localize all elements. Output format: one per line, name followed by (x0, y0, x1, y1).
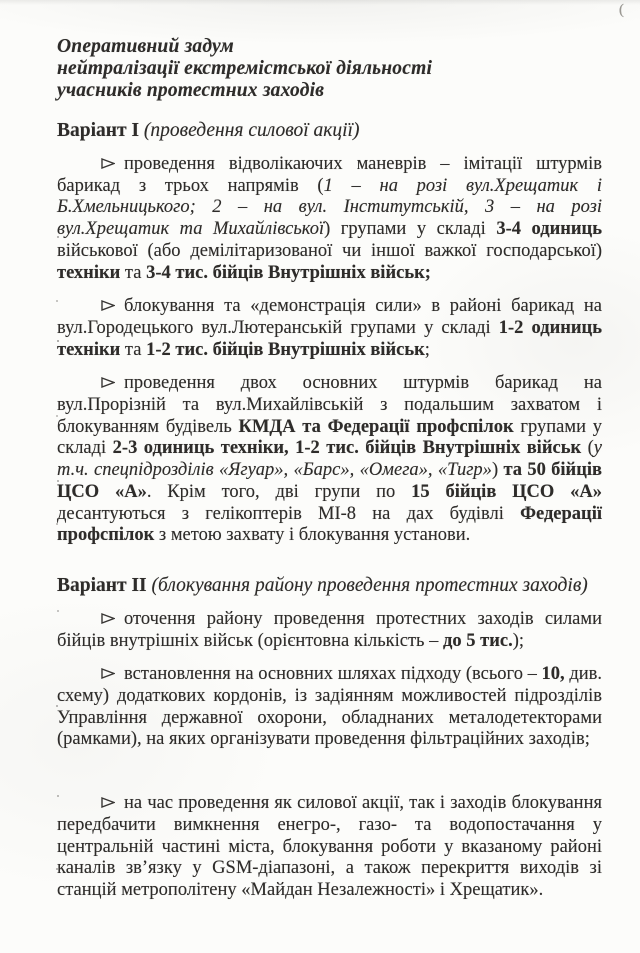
scan-noise-specks (55, 0, 57, 2)
text-segment: ) (491, 460, 504, 481)
section-heading-variant-1 (57, 119, 602, 142)
bullet-arrow-icon (101, 797, 115, 808)
section-variant-2-paragraphs (57, 609, 602, 902)
title-line-3: учасників протестних заходів (57, 80, 325, 101)
bullet-arrow-icon (101, 377, 115, 388)
text-segment: з метою захвату і блокування установи. (154, 525, 471, 546)
paragraph (57, 154, 602, 284)
heading-variant-1-label: Варіант I (57, 120, 140, 141)
heading-variant-1-subtitle: (проведення силової акції) (139, 120, 360, 141)
title-line-2: нейтралізації екстремістської діяльності (57, 58, 433, 79)
text-segment: 10, (541, 664, 565, 685)
text-segment: Федерації профспілок (57, 503, 602, 546)
text-segment: у т.ч. спецпідрозділів «Ягуар», «Барс», «Омега», «Тигр» (57, 438, 602, 481)
heading-variant-2-subtitle: (блокування району проведення протестних заходів) (146, 574, 588, 596)
text-segment: ) групами у складі (324, 219, 497, 240)
text-segment: військової (або демілітаризованої чи іншої важкої господарської) (57, 240, 602, 261)
paragraph (57, 793, 602, 902)
bullet-arrow-icon (101, 668, 115, 679)
text-segment: 1 – на розі вул.Хрещатик і Б.Хмельницького; 2 – на вул. Інститутській, 3 – на розі вул.Хрещатик та Михайлівської (57, 175, 602, 240)
text-segment: техніки (57, 262, 121, 283)
bullet-arrow-icon (101, 300, 115, 311)
paragraph (57, 664, 602, 751)
text-segment: блокування та «демонстрація сили» в районі барикад на вул.Городецького вул.Лютеранській групами у складі (57, 296, 602, 338)
title-line-1: Оперативний задум (57, 36, 234, 57)
text-segment: оточення району проведення протестних заходів силами бійців внутрішніх військ (орієнтовна кількість – (57, 608, 602, 651)
text-segment: 1-2 тис. бійців Внутрішніх військ (146, 339, 425, 360)
text-segment: до 5 тис. (443, 630, 513, 651)
section-variant-1-paragraphs (57, 154, 602, 547)
text-segment: на час проведення як силової акції, так і заходів блокування передбачити вимкнення енегро-, газо- та водопостачання у центральній частині міста, блокування роботи у вказаному районі каналів зв’язку у GSM-діапазоні, а також перекриття виходів зі станцій метрополітену «Майдан Незалежності» і Хрещатик». (57, 793, 602, 900)
text-segment: та (120, 262, 147, 283)
text-segment: групами у складі (57, 416, 602, 459)
bullet-arrow-icon (101, 158, 115, 169)
text-segment: проведення відволікаючих маневрів – імітації штурмів барикад з трьох напрямів ( (57, 154, 602, 196)
text-segment: 2-3 одиниць техніки, 1-2 тис. бійців Внутрішніх військ (112, 438, 582, 459)
paragraph (57, 609, 602, 652)
text-segment: 3-4 одиниць (496, 219, 602, 240)
document-title (57, 36, 602, 102)
text-segment: 15 бійців ЦСО «А» (411, 481, 602, 502)
text-segment: див. схему) додаткових кордонів, із задіянням можливостей підрозділів Управління державної охорони, обладнаних металодетекторами (рамками), на яких організувати проведення фільтраційних заходів; (57, 664, 602, 750)
section-heading-variant-2 (57, 574, 602, 597)
text-segment: 1-2 одиниць техніки (57, 317, 602, 360)
text-segment: ; (424, 339, 430, 360)
paragraph (57, 373, 602, 547)
paragraph (57, 296, 602, 361)
text-segment: десантуються з гелікоптерів МІ-8 на дах будівлі (57, 503, 521, 524)
text-segment: проведення двох основних штурмів барикад на вул.Прорізній та вул.Михайлівській з подальшим захватом і блокуванням будівель (57, 373, 602, 437)
text-segment: встановлення на основних шляхах підходу (всього – (124, 664, 542, 685)
heading-variant-2-label: Варіант II (57, 574, 147, 596)
text-segment: КМДА та Федерації профспілок (238, 416, 514, 437)
bullet-arrow-icon (101, 613, 115, 624)
text-segment: та (120, 339, 147, 360)
scan-artifact-mark: ( (619, 2, 624, 18)
text-segment: ); (512, 630, 525, 651)
text-segment: 3-4 тис. бійців Внутрішніх військ; (146, 262, 431, 283)
text-segment: . Крім того, дві групи по (146, 481, 412, 502)
text-segment: ( (581, 438, 594, 459)
text-segment: та 50 бійців ЦСО «А» (57, 460, 602, 502)
